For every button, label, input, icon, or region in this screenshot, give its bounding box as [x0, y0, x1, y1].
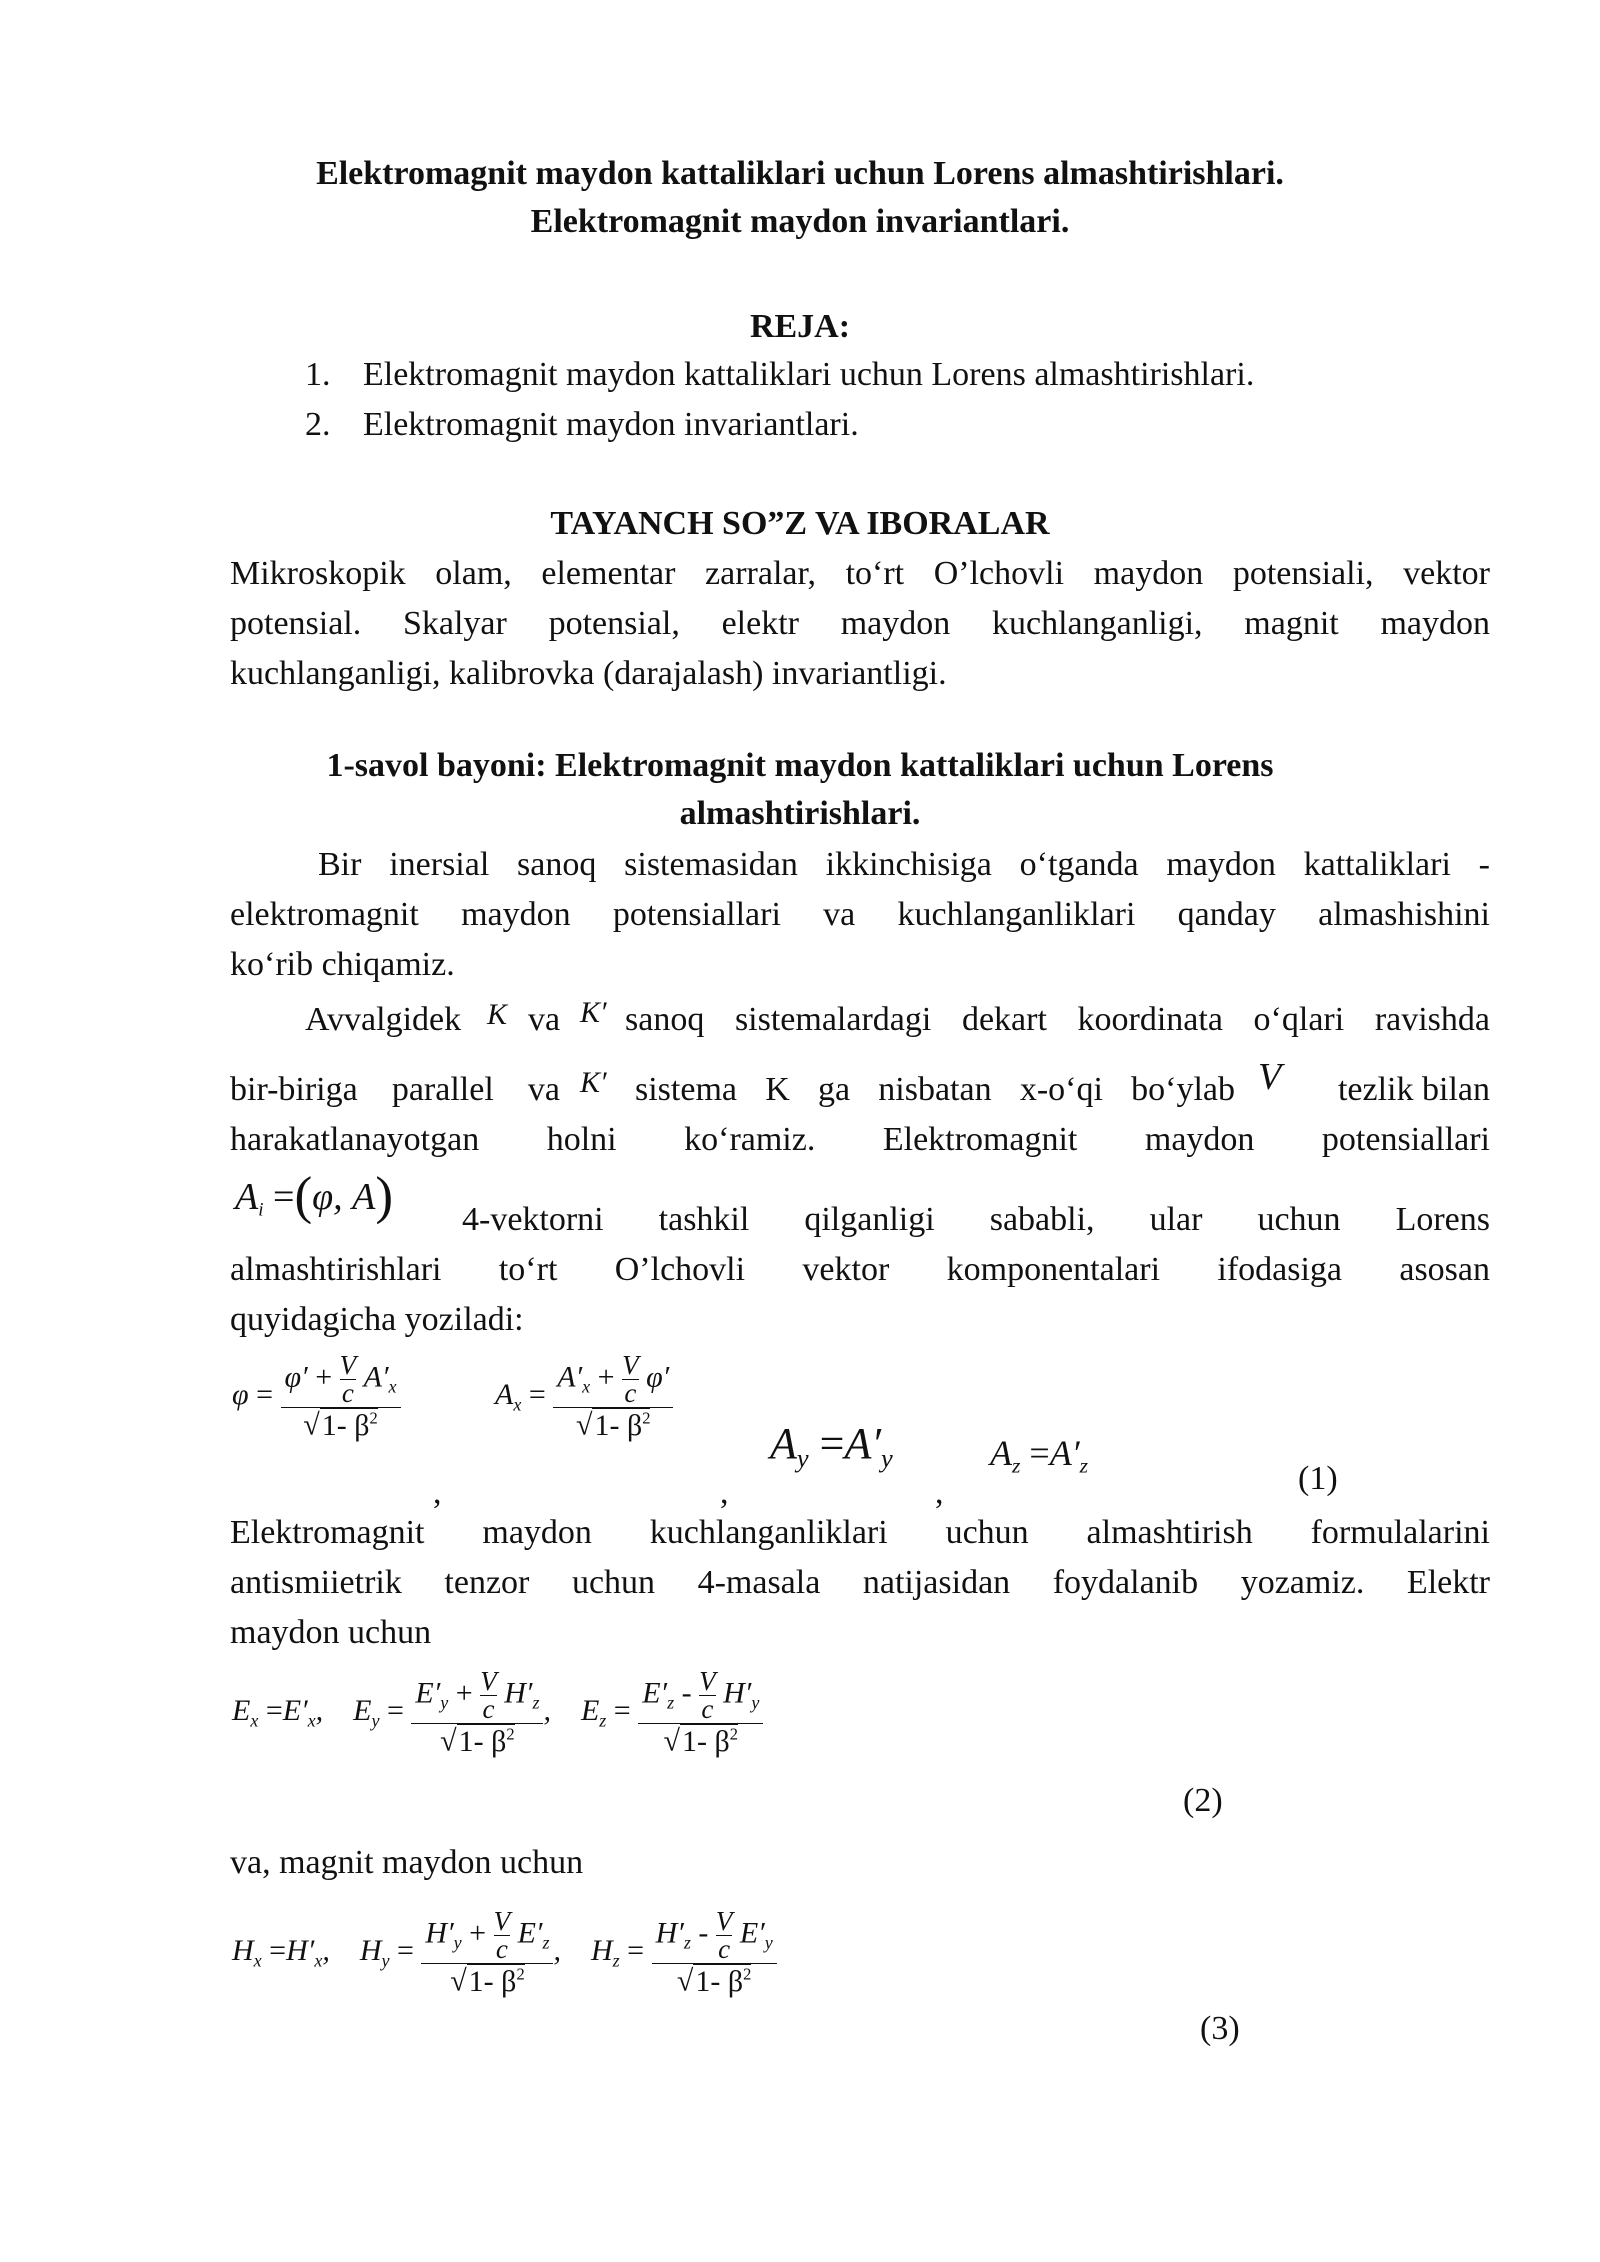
equation-1-Az: $A_z =A'_z$ [990, 1433, 1088, 1478]
plan-heading: REJA: [749, 308, 851, 345]
keywords-line-1: Mikroskopik olam, elementar zarralar, to‘rt O’lchovli maydon potensiali, vektor [230, 555, 1490, 592]
para3-line-1: Elektromagnit maydon kuchlanganliklari uchun almashtirish formulalarini [230, 1514, 1490, 1551]
comma-1: , [433, 1474, 442, 1511]
para2-line-5: almashtirishlari to‘rt O’lchovli vektor komponentalari ifodasiga asosan [230, 1251, 1490, 1288]
question-heading-line-1: 1-savol bayoni: Elektromagnit maydon kattaliklari uchun Lorens [326, 747, 1274, 784]
title-line-1: Elektromagnit maydon kattaliklari uchun Lorens almashtirishlari. [316, 155, 1284, 192]
plan-item-2-number: 2. [305, 406, 331, 443]
equation-number-2: (2) [1183, 1782, 1223, 1819]
keywords-heading: TAYANCH SO”Z VA IBORALAR [550, 505, 1050, 542]
keywords-line-2: potensial. Skalyar potensial, elektr maydon kuchlanganligi, magnit maydon [230, 605, 1490, 642]
para3-line-2: antismiietrik tenzor uchun 4-masala natijasidan foydalanib yozamiz. Elektr [230, 1564, 1490, 1601]
para2-line-3: harakatlanayotgan holni ko‘ramiz. Elektromagnit maydon potensiallari [230, 1121, 1490, 1158]
equation-3: $H_x =H'_x$, $H_y$ = $H'_y$ + $\frac{V}{c}$ $E'_z$ √1- $\beta^2$ , $H_z$ = $H'_z$ - $\frac{V}{c}$ $E'_y$ √1- $\beta^2$ [232, 1908, 777, 1999]
para2-line1-b: va [528, 1001, 561, 1038]
equation-1-Ax: $A_x$ = $A'_x$ + $\frac{V}{c}$ φ′ √1- $\beta^2$ [495, 1352, 673, 1443]
plan-item-1: Elektromagnit maydon kattaliklari uchun Lorens almashtirishlari. [363, 356, 1255, 393]
para2-line-6: quyidagicha yoziladi: [230, 1301, 524, 1338]
symbol-K: K [487, 998, 508, 1031]
para2-line1-a: Avvalgidek [305, 1001, 462, 1038]
equation-number-3: (3) [1200, 2010, 1240, 2047]
title-line-2: Elektromagnit maydon invariantlari. [530, 203, 1070, 240]
plan-item-2: Elektromagnit maydon invariantlari. [363, 406, 859, 443]
equation-number-1: (1) [1298, 1460, 1338, 1497]
para1-line-3: ko‘rib chiqamiz. [230, 946, 455, 983]
equation-1-phi: φ = φ′ + $\frac{V}{c}$ $A'_x$ √1- $\beta^2$ [232, 1352, 401, 1443]
symbol-K-prime-2: K′ [580, 1066, 607, 1099]
para1-line-1: Bir inersial sanoq sistemasidan ikkinchisiga o‘tganda maydon kattaliklari - [318, 846, 1490, 883]
para2-line2-b: sistema K ga nisbatan x-o‘qi bo‘ylab [635, 1071, 1235, 1108]
symbol-K-prime: K′ [580, 996, 607, 1029]
para3-line-3: maydon uchun [230, 1614, 432, 1651]
plan-item-1-number: 1. [305, 356, 331, 393]
comma-3: , [935, 1474, 944, 1511]
keywords-line-3: kuchlanganligi, kalibrovka (darajalash) invariantligi. [230, 655, 947, 692]
para2-line2-a: bir-biriga parallel va [230, 1071, 560, 1108]
equation-2: $E_x =E'_x$, $E_y$ = $E'_y$ + $\frac{V}{c}$ $H'_z$ √1- $\beta^2$ , $E_z$ = $E'_z$ - $\frac{V}{c}$ $H'_y$ √1- $\beta^2$ [232, 1668, 763, 1759]
para2-line-4: 4-vektorni tashkil qilganligi sababli, ular uchun Lorens [462, 1201, 1490, 1238]
equation-1-Ay: $A_y =A'_y$ [770, 1419, 893, 1474]
question-heading-line-2: almashtirishlari. [679, 795, 921, 832]
formula-4-potential: $A_i =(\varphi$, A) [235, 1166, 394, 1225]
para4: va, magnit maydon uchun [230, 1844, 584, 1881]
para2-line1-c: sanoq sistemalardagi dekart koordinata o‘qlari ravishda [625, 1001, 1490, 1038]
para1-line-2: elektromagnit maydon potensiallari va kuchlanganliklari qanday almashishini [230, 896, 1490, 933]
symbol-V: V [1258, 1056, 1282, 1098]
para2-line2-c: tezlik bilan [1337, 1071, 1490, 1108]
comma-2: , [720, 1474, 729, 1511]
